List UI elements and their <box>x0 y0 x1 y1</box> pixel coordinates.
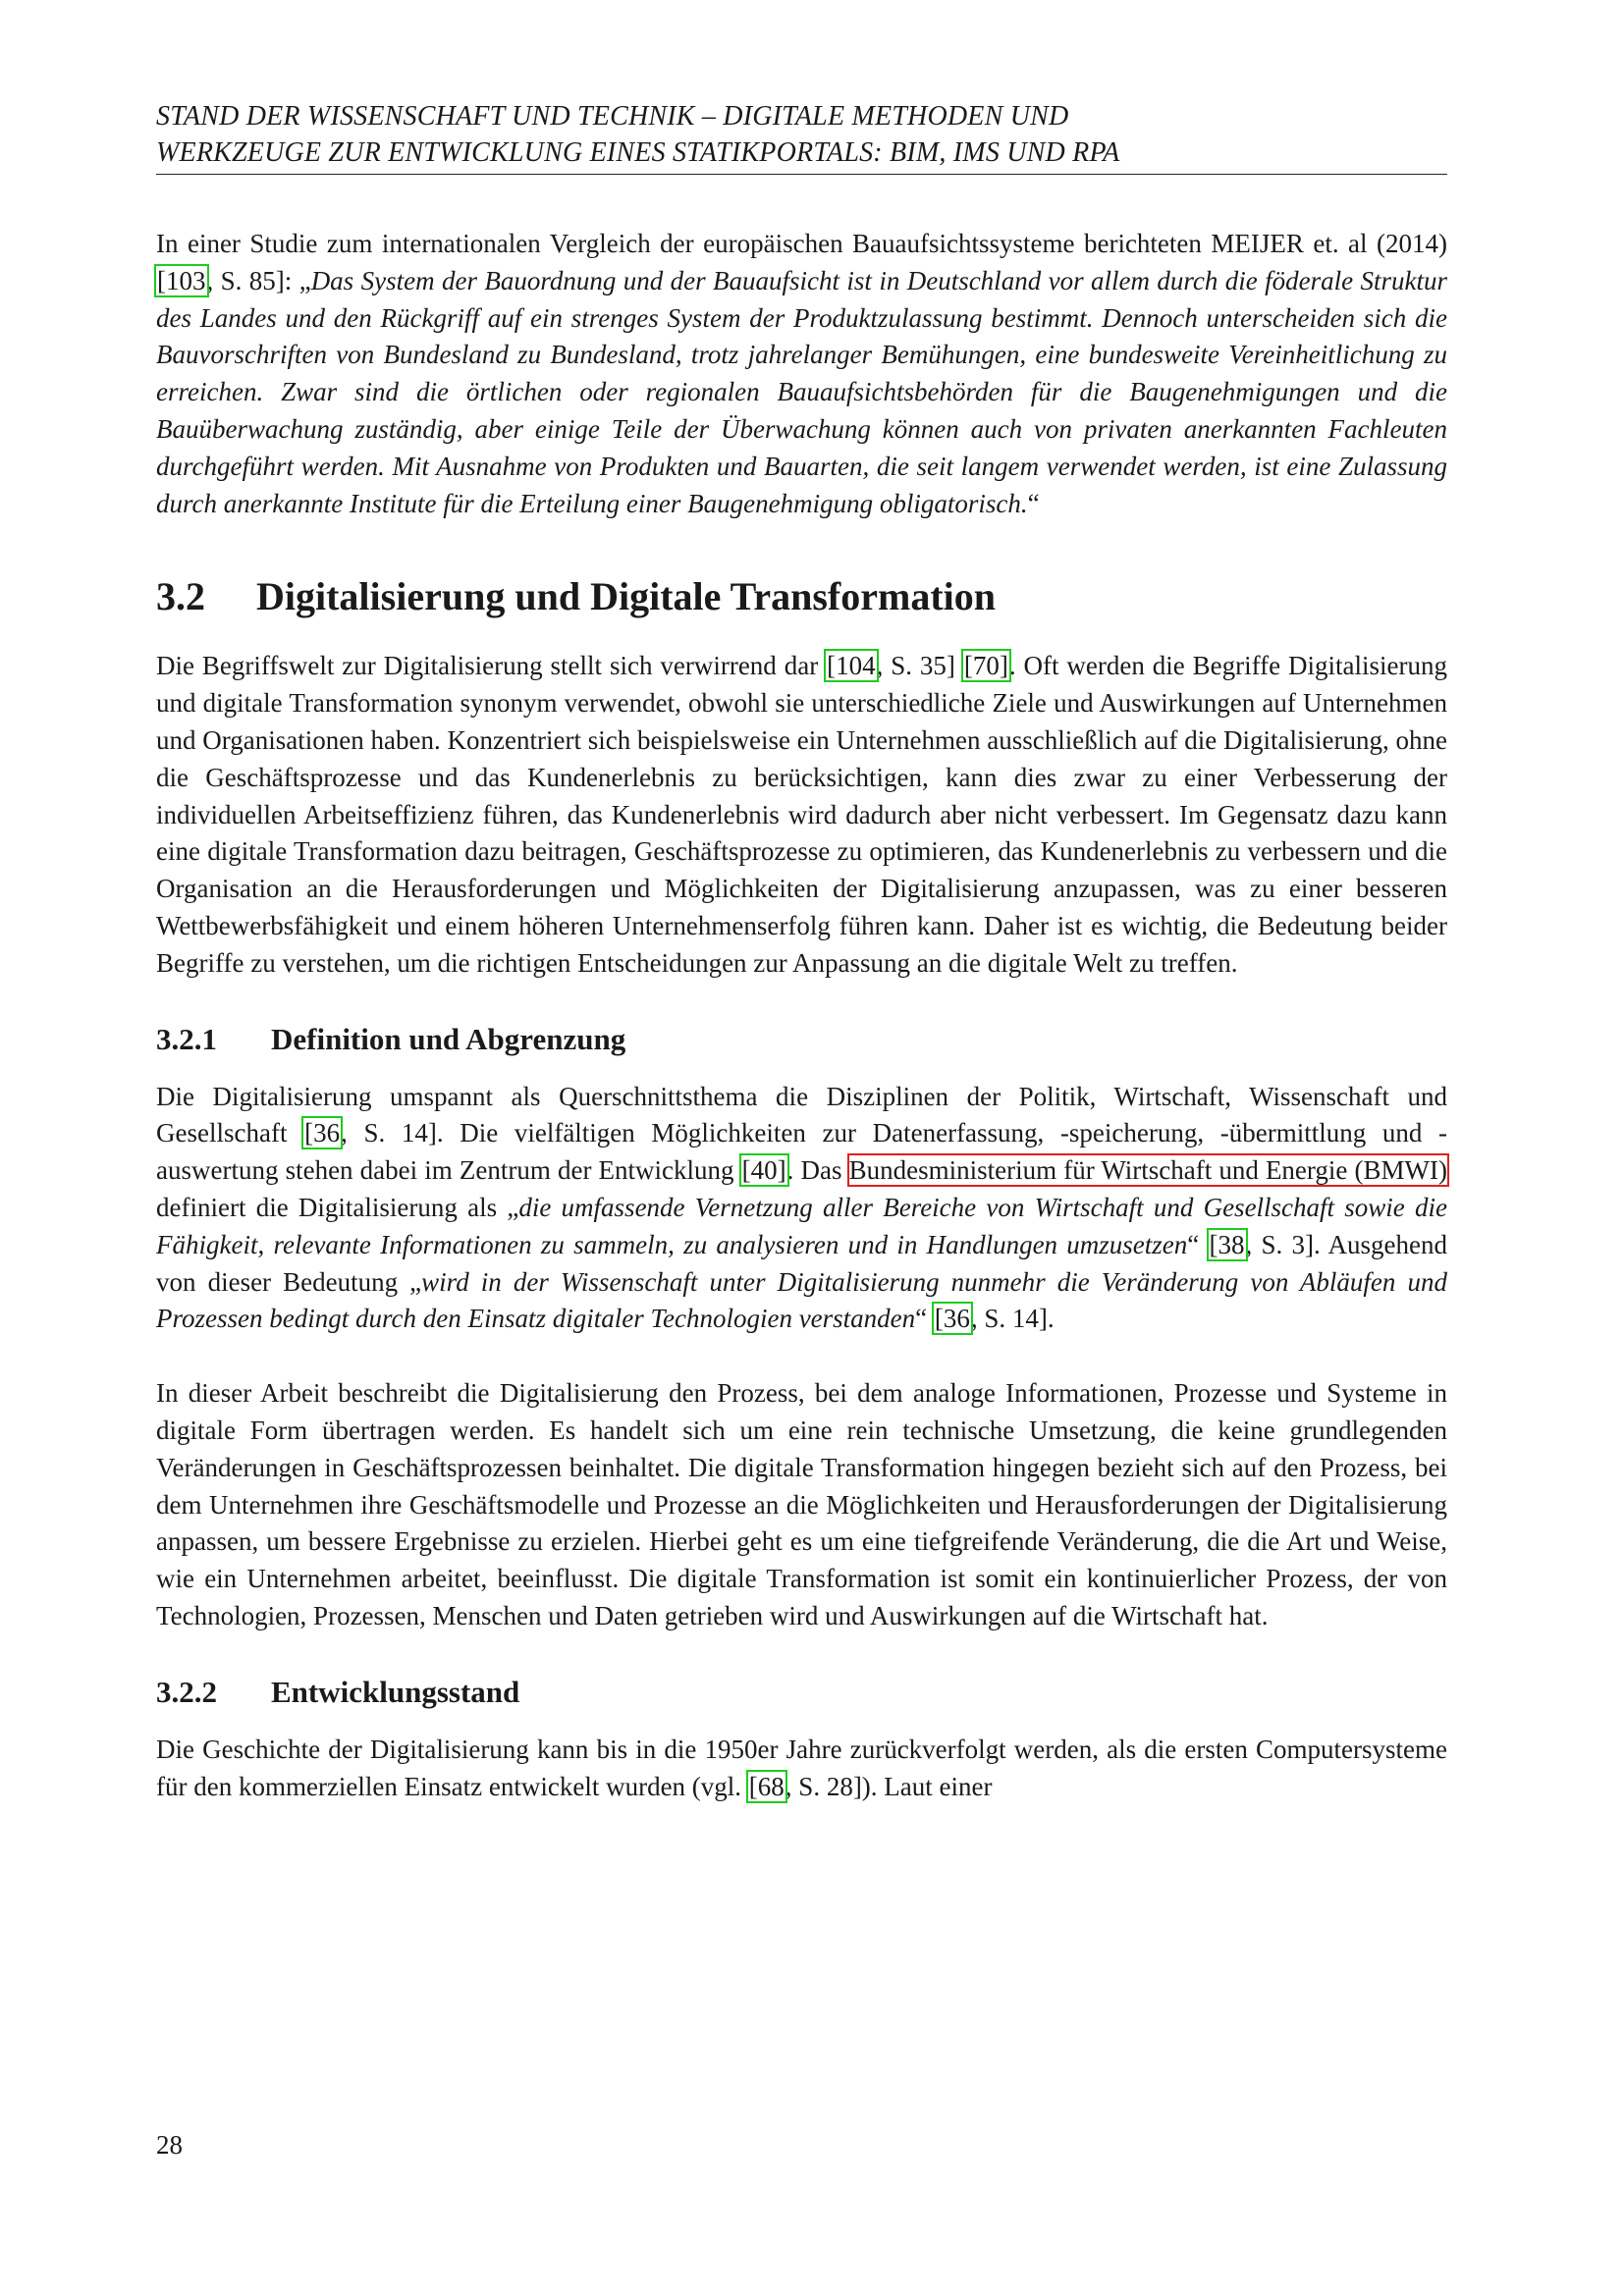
citation-link-36[interactable]: [36 <box>304 1118 341 1148</box>
section-text-a: Die Begriffswelt zur Digitalisierung stellt sich verwirrend dar <box>156 651 827 681</box>
entwicklung-paragraph <box>156 1732 1447 1806</box>
citation-link-68[interactable]: [68 <box>748 1771 785 1801</box>
intro-lead: In einer Studie zum internationalen Vergleich der europäischen Bauaufsichtssysteme berichteten MEIJER et. al (2014) <box>156 229 1447 258</box>
page <box>156 98 1447 1805</box>
definition-text-d: definiert die Digitalisierung als „ <box>156 1192 519 1222</box>
running-header-line-2: WERKZEUGE ZUR ENTWICKLUNG EINES STATIKPORTALS: BIM, IMS UND RPA <box>156 137 1120 168</box>
subsection-number: 3.2.2 <box>156 1674 217 1709</box>
subsection-heading-definition <box>156 1020 1447 1059</box>
citation-link-36-second[interactable]: [36 <box>934 1304 970 1334</box>
intro-quote: Das System der Bauordnung und der Bauaufsicht ist in Deutschland vor allem durch die föderale Struktur des Landes und den Rückgriff auf ein strenges System der Produktzulassung bestimmt. Dennoch unterscheiden sich die Bauvorschriften von Bundesland zu Bundesland, trotz jahrelanger Bemühungen, eine bundesweite Vereinheitlichung zu erreichen. Zwar sind die örtlichen oder regionalen Bauaufsichtsbehörden für die Baugenehmigungen und die Bauüberwachung zuständig, aber einige Teile der Überwachung können auch von privaten anerkannten Fachleuten durchgeführt werden. Mit Ausnahme von Produkten und Bauarten, die seit langem verwendet werden, ist eine Zulassung durch anerkannte Institute für die Erteilung einer Baugenehmigung obligatorisch. <box>156 265 1447 518</box>
subsection-title: Entwicklungsstand <box>271 1674 520 1709</box>
definition-text-g: “ <box>915 1304 934 1334</box>
running-header-line-1: STAND DER WISSENSCHAFT UND TECHNIK – DIGITALE METHODEN UND <box>156 101 1069 132</box>
section-title: Digitalisierung und Digitale Transformation <box>256 574 997 619</box>
definition-paragraph-1 <box>156 1079 1447 1339</box>
citation-link-70[interactable]: [70] <box>963 651 1008 681</box>
citation-link-40[interactable]: [40] <box>741 1155 786 1186</box>
running-header <box>156 98 1447 175</box>
definition-paragraph-2: In dieser Arbeit beschreibt die Digitalisierung den Prozess, bei dem analoge Informationen, Prozesse und Systeme in digitale Form übertragen werden. Es handelt sich um eine rein technische Umsetzung, die keine grundlegenden Veränderungen in Geschäftsprozessen beinhaltet. Die digitale Transformation hingegen bezieht sich auf den Prozess, bei dem Unternehmen ihre Geschäftsmodelle und Prozesse an die Möglichkeiten und Herausforderungen der Digitalisierung anpassen, um bessere Ergebnisse zu erzielen. Hierbei geht es um eine tiefgreifende Veränderung, die die Art und Weise, wie ein Unternehmen arbeitet, beeinflusst. Die digitale Transformation ist somit ein kontinuierlicher Prozess, der von Technologien, Prozessen, Menschen und Daten getrieben wird und Auswirkungen auf die Wirtschaft hat. <box>156 1378 1447 1630</box>
entwicklung-text-b: , S. 28]). Laut einer <box>785 1771 993 1801</box>
definition-quote-1: die umfassende Vernetzung aller Bereiche von Wirtschaft und Gesellschaft sowie die Fähigkeit, relevante Informationen zu sammeln, zu analysieren und in Handlungen umzusetzen <box>156 1192 1447 1259</box>
citation-link-103[interactable]: [103 <box>157 265 206 295</box>
section-text-c: . Oft werden die Begriffe Digitalisierung und digitale Transformation synonym verwendet, obwohl sie unterschiedliche Ziele und Auswirkungen auf Unternehmen und Organisationen haben. Konzentriert sich beispielsweise ein Unternehmen ausschließlich auf die Digitalisierung, ohne die Geschäftsprozesse und das Kundenerlebnis zu berücksichtigen, kann dies zwar zu einer Verbesserung der individuellen Arbeitseffizienz führen, das Kundenerlebnis wird dadurch aber nicht verbessert. Im Gegensatz dazu kann eine digitale Transformation dazu beitragen, Geschäftsprozesse zu optimieren, das Kundenerlebnis zu verbessern und die Organisation an die Herausforderungen und Möglichkeiten der Digitalisierung anzupassen, was zu einer besseren Wettbewerbsfähigkeit und einem höheren Unternehmenserfolg führen kann. Daher ist es wichtig, die Bedeutung beider Begriffe zu verstehen, um die richtigen Entscheidungen zur Anpassung an die digitale Welt zu treffen. <box>156 651 1448 978</box>
definition-text-c: . Das <box>786 1155 849 1186</box>
intro-paragraph <box>156 226 1447 522</box>
definition-text-b: , S. 14]. Die vielfältigen Möglichkeiten zur Datenerfassung, -speicherung, -übermittlung und -auswertung stehen dabei im Zentrum der Entwicklung <box>156 1118 1447 1186</box>
section-text-b: , S. 35] <box>876 651 963 681</box>
section-heading <box>156 573 1447 620</box>
definition-quote-2: wird in der Wissenschaft unter Digitalisierung nunmehr die Veränderung von Abläufen und Prozessen bedingt durch den Einsatz digitaler Technologien verstanden <box>156 1266 1447 1334</box>
subsection-title: Definition und Abgrenzung <box>271 1021 626 1056</box>
glossary-link-bmwi[interactable]: Bundesministerium für Wirtschaft und Energie (BMWI) <box>848 1155 1447 1186</box>
subsection-number: 3.2.1 <box>156 1021 217 1056</box>
citation-link-38[interactable]: [38 <box>1209 1229 1245 1259</box>
intro-cite-page: , S. 85]: „ <box>206 265 311 295</box>
definition-text-h: , S. 14]. <box>970 1304 1055 1334</box>
page-number: 28 <box>156 2130 183 2160</box>
section-number: 3.2 <box>156 574 205 619</box>
subsection-heading-entwicklungsstand <box>156 1673 1447 1712</box>
citation-link-104[interactable]: [104 <box>827 651 876 681</box>
definition-text-f: , S. 3]. Ausgehend von dieser Bedeutung „ <box>156 1229 1448 1297</box>
entwicklung-text-a: Die Geschichte der Digitalisierung kann bis in die 1950er Jahre zurückverfolgt werden, als die ersten Computersysteme für den kommerziellen Einsatz entwickelt wurden (vgl. <box>156 1734 1447 1801</box>
section-paragraph <box>156 648 1447 982</box>
intro-quote-close: “ <box>1027 488 1040 518</box>
definition-text-a: Die Digitalisierung umspannt als Querschnittsthema die Disziplinen der Politik, Wirtschaft, Wissenschaft und Gesellschaft <box>156 1081 1447 1148</box>
definition-text-e: “ <box>1187 1229 1209 1259</box>
